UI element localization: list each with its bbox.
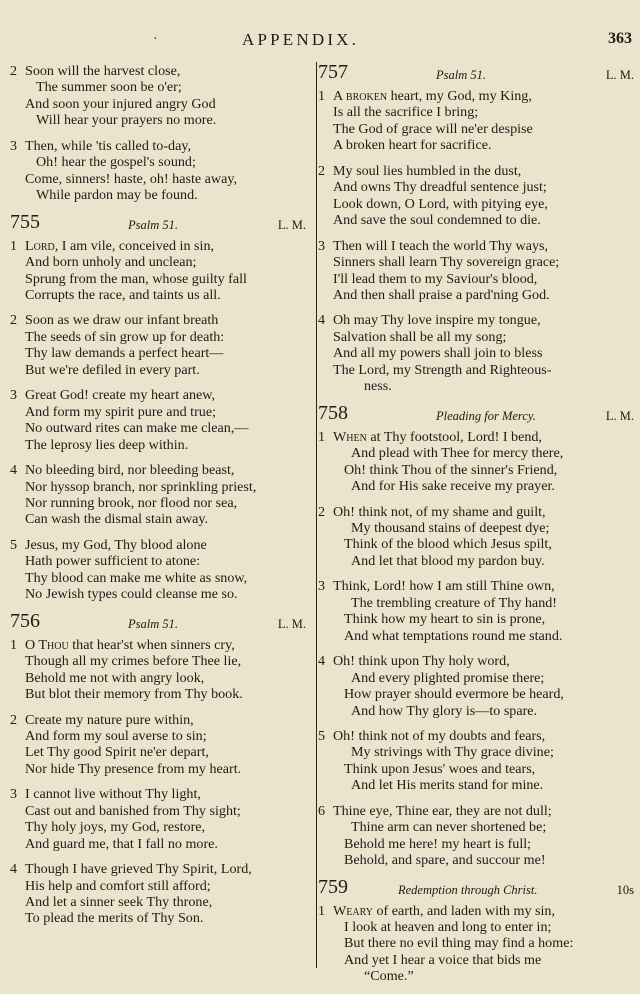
verse-line <box>318 728 636 744</box>
stanza-number: 4 <box>10 462 18 479</box>
print-mark: · <box>153 32 158 47</box>
verse-text: No bleeding bird, nor bleeding beast, <box>25 462 235 479</box>
stanza <box>10 238 310 304</box>
stanza-number: 1 <box>318 902 326 919</box>
hymn-source: Psalm 51. <box>436 68 486 82</box>
stanza-number: 3 <box>318 237 326 254</box>
verse-text: I am vile, conceived in sin, <box>58 237 215 254</box>
verse-line: To plead the merits of Thy Son. <box>25 910 204 927</box>
stanza-number: 2 <box>10 312 18 329</box>
stanza-number: 2 <box>10 711 18 728</box>
page-header <box>0 30 640 52</box>
stanza-number: 5 <box>318 727 326 744</box>
verse-line: The Lord, my Strength and Righteous- <box>333 361 552 378</box>
verse-line: My thousand stains of deepest dye; <box>351 519 550 536</box>
stanza-number: 4 <box>318 653 326 670</box>
verse-line: Salvation shall be all my song; <box>333 328 507 345</box>
verse-line: Though all my crimes before Thee lie, <box>25 653 242 670</box>
stanza <box>10 712 310 778</box>
verse-text: Think, Lord! how I am still Thine own, <box>333 578 555 595</box>
verse-line: And let that blood my pardon buy. <box>351 552 545 569</box>
stanza-number: 1 <box>318 428 326 445</box>
verse-line: The trembling creature of Thy hand! <box>351 594 557 611</box>
stanza-number: 2 <box>10 63 18 79</box>
hymn-number: 755 <box>10 210 40 233</box>
verse-line: I look at heaven and long to enter in; <box>344 919 552 936</box>
hymn-number: 757 <box>318 61 348 83</box>
stanza-number: 6 <box>318 802 326 819</box>
hymn-source: Psalm 51. <box>128 616 178 631</box>
verse-text: of earth, and laden with my sin, <box>372 902 555 919</box>
page-number: 363 <box>608 30 632 47</box>
stanza-number: 3 <box>318 578 326 595</box>
stanza-number: 3 <box>10 387 18 404</box>
verse-line: I'll lead them to my Saviour's blood, <box>333 270 538 287</box>
hymn-source: Psalm 51. <box>128 217 178 232</box>
stanza <box>10 537 310 603</box>
verse-line: Thy law demands a perfect heart— <box>25 345 224 362</box>
hymn-meter: L. M. <box>277 616 306 631</box>
verse-line <box>318 429 636 445</box>
stanza <box>318 728 636 794</box>
stanza <box>10 63 310 129</box>
verse-line: Thy holy joys, my God, restore, <box>25 819 206 836</box>
verse-line: Corrupts the race, and taints us all. <box>25 286 221 303</box>
verse-text: heart, my God, my King, <box>387 88 532 104</box>
verse-line: Thy blood can make me white as snow, <box>25 569 248 586</box>
verse-line <box>10 238 310 254</box>
verse-line <box>10 861 310 877</box>
stanza <box>10 637 310 703</box>
stanza-number: 1 <box>10 237 18 254</box>
verse-line: His help and comfort still afford; <box>25 877 211 894</box>
verse-line: “Come.” <box>364 968 414 985</box>
verse-text: Oh! think upon Thy holy word, <box>333 653 510 670</box>
stanza-number: 1 <box>318 88 326 104</box>
verse-line: And let a sinner seek Thy throne, <box>25 894 213 911</box>
hymn-source: Pleading for Mercy. <box>436 408 536 423</box>
verse-line: Behold, and spare, and succour me! <box>344 852 546 869</box>
verse-line: And plead with Thee for mercy there, <box>351 445 564 462</box>
verse-line: And owns Thy dreadful sentence just; <box>333 179 547 196</box>
verse-text: Thine eye, Thine ear, they are not dull; <box>333 802 552 819</box>
verse-line <box>318 903 636 919</box>
verse-line: And guard me, that I fall no more. <box>25 835 218 852</box>
verse-line: And form my soul averse to sin; <box>25 727 207 744</box>
verse-line <box>318 803 636 819</box>
stanza <box>10 312 310 378</box>
verse-line <box>10 63 310 79</box>
verse-line: Look down, O Lord, with pitying eye, <box>333 195 548 212</box>
hymn-header-758 <box>318 401 636 429</box>
hymn-meter: L. M. <box>277 217 306 232</box>
verse-line: And how Thy glory is—to spare. <box>351 702 538 719</box>
verse-text: Though I have grieved Thy Spirit, Lord, <box>25 861 252 878</box>
hymn-header-757 <box>318 63 636 88</box>
verse-line: Sprung from the man, whose guilty fall <box>25 270 247 287</box>
hymn-source: Redemption through Christ. <box>398 882 538 897</box>
stanza-number: 3 <box>10 137 18 154</box>
stanza <box>10 138 310 204</box>
verse-line: No Jewish types could cleanse me so. <box>25 586 238 603</box>
verse-line <box>318 504 636 520</box>
verse-line <box>318 238 636 254</box>
hymn-number: 756 <box>10 609 40 632</box>
verse-line: Thine arm can never shortened be; <box>351 819 547 836</box>
stanza-number: 4 <box>318 312 326 329</box>
stanza-number: 4 <box>10 861 18 878</box>
stanza <box>10 462 310 528</box>
hymn-number: 759 <box>318 875 348 898</box>
verse-line: And form my spirit pure and true; <box>25 403 217 420</box>
verse-line <box>10 537 310 553</box>
verse-line: And soon your injured angry God <box>25 95 216 112</box>
verse-text: I cannot live without Thy light, <box>25 786 201 803</box>
verse-text: Then, while 'tis called to-day, <box>25 137 192 154</box>
verse-text: Jesus, my God, Thy blood alone <box>25 536 207 553</box>
verse-line: Sinners shall learn Thy sovereign grace; <box>333 254 560 271</box>
stanza <box>318 578 636 644</box>
verse-text: Soon will the harvest close, <box>25 63 181 79</box>
stanza <box>10 861 310 927</box>
verse-line: And let His merits stand for mine. <box>351 777 544 794</box>
running-title: APPENDIX. <box>242 30 360 49</box>
hymn-header-756 <box>10 609 310 637</box>
stanza <box>318 803 636 869</box>
verse-line <box>10 387 310 403</box>
hymn-number: 758 <box>318 401 348 424</box>
left-column <box>10 63 310 936</box>
verse-line: Come, sinners! haste, oh! haste away, <box>25 170 237 187</box>
verse-text: at Thy footstool, Lord! I bend, <box>366 428 542 445</box>
stanza <box>10 786 310 852</box>
verse-line: How prayer should evermore be heard, <box>344 686 564 703</box>
verse-line <box>10 462 310 478</box>
verse-line <box>318 88 636 104</box>
verse-line: And every plighted promise there; <box>351 669 545 686</box>
first-word: Lord, <box>25 237 59 254</box>
verse-line <box>318 653 636 669</box>
verse-line: Think how my heart to sin is prone, <box>344 611 546 628</box>
verse-line <box>318 312 636 328</box>
stanza-number: 1 <box>10 636 18 653</box>
verse-line: Think upon Jesus' woes and tears, <box>344 760 536 777</box>
verse-line: And then shall praise a pard'ning God. <box>333 286 550 303</box>
stanza-number: 5 <box>10 536 18 553</box>
verse-line <box>10 786 310 802</box>
stanza <box>318 163 636 229</box>
verse-line: But blot their memory from Thy book. <box>25 686 243 703</box>
verse-line: But there no evil thing may find a home: <box>344 935 574 952</box>
verse-line: And for His sake receive my prayer. <box>351 478 555 495</box>
stanza <box>10 387 310 453</box>
first-word: When <box>333 428 367 445</box>
verse-line: Think of the blood which Jesus spilt, <box>344 536 552 553</box>
verse-text: Soon as we draw our infant breath <box>25 312 219 329</box>
stanza-number: 3 <box>10 786 18 803</box>
verse-line: Behold me here! my heart is full; <box>344 835 532 852</box>
verse-line: ness. <box>364 378 392 395</box>
verse-line: While pardon may be found. <box>36 187 198 204</box>
verse-line: The seeds of sin grow up for death: <box>25 328 225 345</box>
verse-line: The God of grace will ne'er despise <box>333 120 533 137</box>
stanza <box>318 312 636 394</box>
verse-line: The summer soon be o'er; <box>36 79 182 96</box>
stanza <box>318 504 636 570</box>
first-word: Weary <box>333 902 373 919</box>
verse-text: that hear'st when sinners cry, <box>68 636 235 653</box>
stanza <box>318 429 636 495</box>
verse-text: Oh may Thy love inspire my tongue, <box>333 312 541 329</box>
stanza <box>318 903 636 985</box>
verse-line: No outward rites can make me clean,— <box>25 420 249 437</box>
verse-line: Let Thy good Spirit ne'er depart, <box>25 744 209 761</box>
verse-line: Nor hide Thy presence from my heart. <box>25 760 242 777</box>
verse-text: Create my nature pure within, <box>25 711 194 728</box>
hymn-meter: L. M. <box>605 68 634 82</box>
first-word: A broken <box>333 88 388 104</box>
verse-line <box>10 312 310 328</box>
verse-line: A broken heart for sacrifice. <box>333 137 492 154</box>
verse-line <box>10 712 310 728</box>
hymn-header-755 <box>10 210 310 238</box>
verse-line: But we're defiled in every part. <box>25 361 200 378</box>
stanza-number: 2 <box>318 503 326 520</box>
first-word: O Thou <box>25 636 69 653</box>
verse-line: And born unholy and unclean; <box>25 254 197 271</box>
verse-line: Cast out and banished from Thy sight; <box>25 802 241 819</box>
verse-text: Oh! think not, of my shame and guilt, <box>333 503 546 520</box>
verse-text: My soul lies humbled in the dust, <box>333 162 522 179</box>
verse-text: Then will I teach the world Thy ways, <box>333 237 549 254</box>
verse-line: Oh! think Thou of the sinner's Friend, <box>344 461 558 478</box>
verse-line <box>318 163 636 179</box>
verse-line: And save the soul condemned to die. <box>333 212 541 229</box>
verse-line: Nor hyssop branch, nor sprinkling priest, <box>25 478 257 495</box>
hymn-header-759 <box>318 875 636 903</box>
verse-line: Nor running brook, nor flood nor sea, <box>25 494 238 511</box>
verse-line: Oh! hear the gospel's sound; <box>36 154 196 171</box>
verse-line: My strivings with Thy grace divine; <box>351 744 554 761</box>
stanza <box>318 653 636 719</box>
stanza-number: 2 <box>318 162 326 179</box>
verse-line: And yet I hear a voice that bids me <box>344 951 542 968</box>
verse-line: Hath power sufficient to atone: <box>25 553 201 570</box>
verse-line <box>10 138 310 154</box>
verse-text: Great God! create my heart anew, <box>25 387 216 404</box>
stanza <box>318 88 636 154</box>
right-column <box>318 63 636 994</box>
verse-line: And what temptations round me stand. <box>344 627 563 644</box>
verse-line <box>10 637 310 653</box>
stanza <box>318 238 636 304</box>
hymn-meter: L. M. <box>605 408 634 423</box>
hymn-meter: 10s <box>616 882 634 897</box>
verse-text: Oh! think not of my doubts and fears, <box>333 727 546 744</box>
verse-line: Behold me not with angry look, <box>25 669 205 686</box>
column-divider <box>316 62 317 968</box>
verse-line: The leprosy lies deep within. <box>25 436 189 453</box>
verse-line: Can wash the dismal stain away. <box>25 511 209 528</box>
verse-line: And all my powers shall join to bless <box>333 345 543 362</box>
verse-line: Is all the sacrifice I bring; <box>333 104 479 121</box>
verse-line <box>318 578 636 594</box>
verse-line: Will hear your prayers no more. <box>36 112 217 129</box>
